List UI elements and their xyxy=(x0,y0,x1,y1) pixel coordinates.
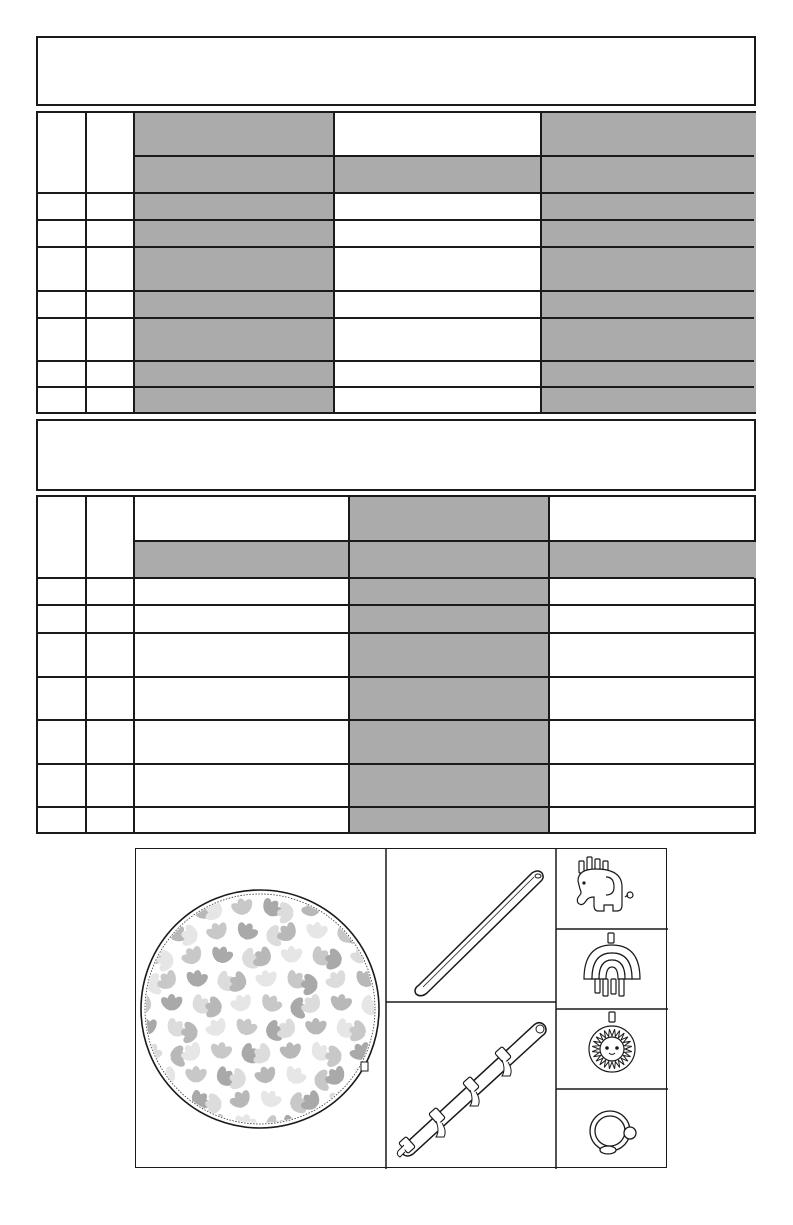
s2-col4-fill xyxy=(350,497,550,832)
section2-header-box xyxy=(36,419,756,491)
s1-col3-fill xyxy=(135,113,333,412)
s1-header-col2 xyxy=(88,143,96,147)
s2-header-col5 xyxy=(553,509,561,513)
elephant-toy-illustration xyxy=(577,857,633,911)
s2-col3-subheader-fill xyxy=(135,542,350,578)
s2-header-col3 xyxy=(138,509,146,513)
rainbow-toy-illustration xyxy=(584,933,640,996)
parts-illustration-panel xyxy=(135,848,667,1168)
sun-toy-illustration xyxy=(589,1012,635,1072)
section2-table xyxy=(36,495,756,834)
section1-table xyxy=(36,111,756,414)
s2-header-col1 xyxy=(40,527,48,531)
section2-header-text xyxy=(46,447,54,451)
s1-header-col4 xyxy=(338,125,346,129)
arch-bar-clips-illustration xyxy=(397,1023,546,1157)
s2-col5-subheader-fill xyxy=(550,542,756,578)
section1-header-box xyxy=(36,36,756,106)
s1-header-col5 xyxy=(545,125,553,129)
section1-header-text xyxy=(46,62,54,66)
s1-header-col1 xyxy=(40,143,48,147)
s1-header-col3 xyxy=(138,125,146,129)
s2-header-col4 xyxy=(353,509,361,513)
s2-header-col2 xyxy=(88,527,96,531)
arch-bar-illustration xyxy=(415,871,543,996)
s1-col4-subheader-fill xyxy=(333,157,542,193)
ring-rattle-illustration xyxy=(590,1111,636,1154)
leaf-pattern-mat-illustration xyxy=(136,869,407,1142)
s1-col5-fill xyxy=(542,113,756,412)
